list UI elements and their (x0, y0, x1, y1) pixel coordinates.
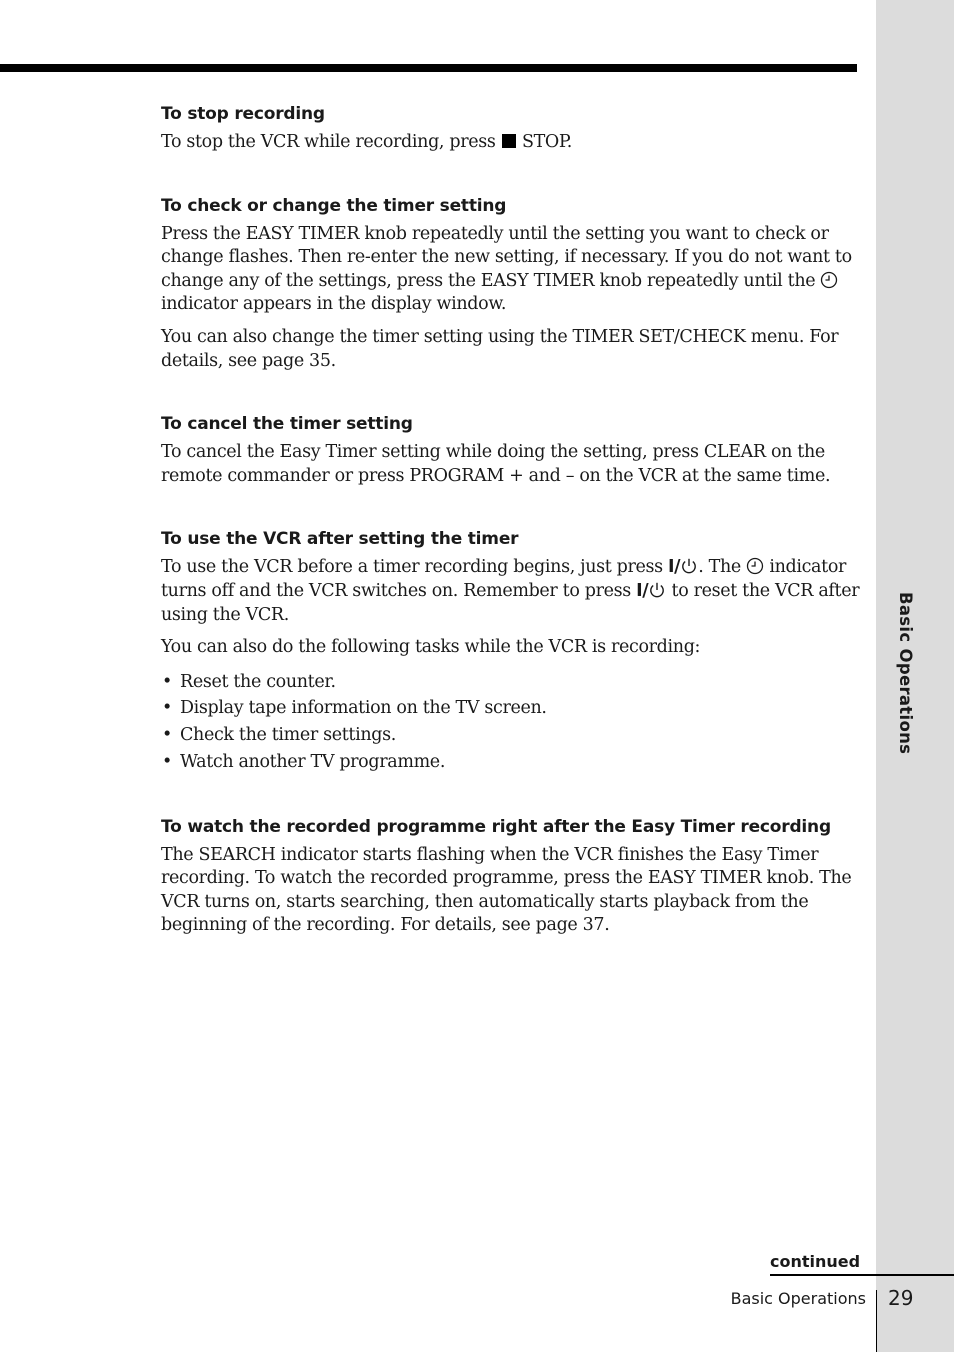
list-item: • Reset the counter. (161, 669, 861, 696)
section-cancel-timer (161, 413, 861, 488)
footer-divider (876, 1290, 877, 1352)
timer-clock-icon (820, 271, 838, 291)
section-paragraph: To stop the VCR while recording, press STOP. (161, 132, 572, 152)
power-label: I/ (636, 580, 649, 601)
section-paragraph: You can also change the timer setting using the TIMER SET/CHECK menu. For details, see page 35. (161, 326, 839, 371)
section-stop-recording (161, 103, 861, 155)
continued-label: continued (770, 1252, 861, 1271)
section-watch-recorded (161, 816, 861, 938)
stop-square-icon (502, 134, 516, 148)
footer-rule (770, 1274, 954, 1276)
page-content (161, 103, 861, 978)
section-heading: To watch the recorded programme right after the Easy Timer recording (161, 816, 831, 837)
list-item: • Display tape information on the TV screen. (161, 695, 861, 722)
section-heading: To stop recording (161, 104, 325, 124)
list-item: • Check the timer settings. (161, 722, 861, 749)
footer-section-name: Basic Operations (730, 1289, 866, 1308)
section-paragraph: To use the VCR before a timer recording begins, just press I/ . The indicator turns off and the VCR switches on. Remember to press I/ to reset the VCR after using the VCR. (161, 557, 860, 625)
list-item: • Watch another TV programme. (161, 749, 861, 776)
section-paragraph: To cancel the Easy Timer setting while doing the setting, press CLEAR on the remote commander or press PROGRAM + and – on the VCR at the same time. (161, 442, 831, 486)
section-paragraph: The SEARCH indicator starts flashing when the VCR finishes the Easy Timer recording. To watch the recorded programme, press the EASY TIMER knob. The VCR turns on, starts searching, then automatically starts playback from the beginning of the recording. For details, see page 37. (161, 844, 852, 936)
section-heading: To cancel the timer setting (161, 414, 413, 435)
task-list (161, 669, 861, 776)
side-tab-label: Basic Operations (896, 592, 915, 755)
page-number: 29 (888, 1286, 914, 1310)
side-tab (876, 0, 954, 1352)
section-heading: To use the VCR after setting the timer (161, 529, 519, 550)
section-use-vcr (161, 528, 861, 775)
section-paragraph: You can also do the following tasks while the VCR is recording: (161, 637, 701, 658)
section-check-timer (161, 195, 861, 374)
power-label: I/ (668, 557, 681, 578)
section-paragraph: Press the EASY TIMER knob repeatedly until the setting you want to check or change flashes. Then re-enter the new setting, if necessary. If you do not want to change any of the settings, press the EASY TIMER knob repeatedly until the indicator appears in the display window. (161, 223, 852, 315)
power-standby-icon (648, 581, 666, 601)
timer-clock-icon (746, 557, 764, 577)
power-standby-icon (680, 557, 698, 577)
top-rule (0, 64, 857, 72)
section-heading: To check or change the timer setting (161, 195, 507, 216)
